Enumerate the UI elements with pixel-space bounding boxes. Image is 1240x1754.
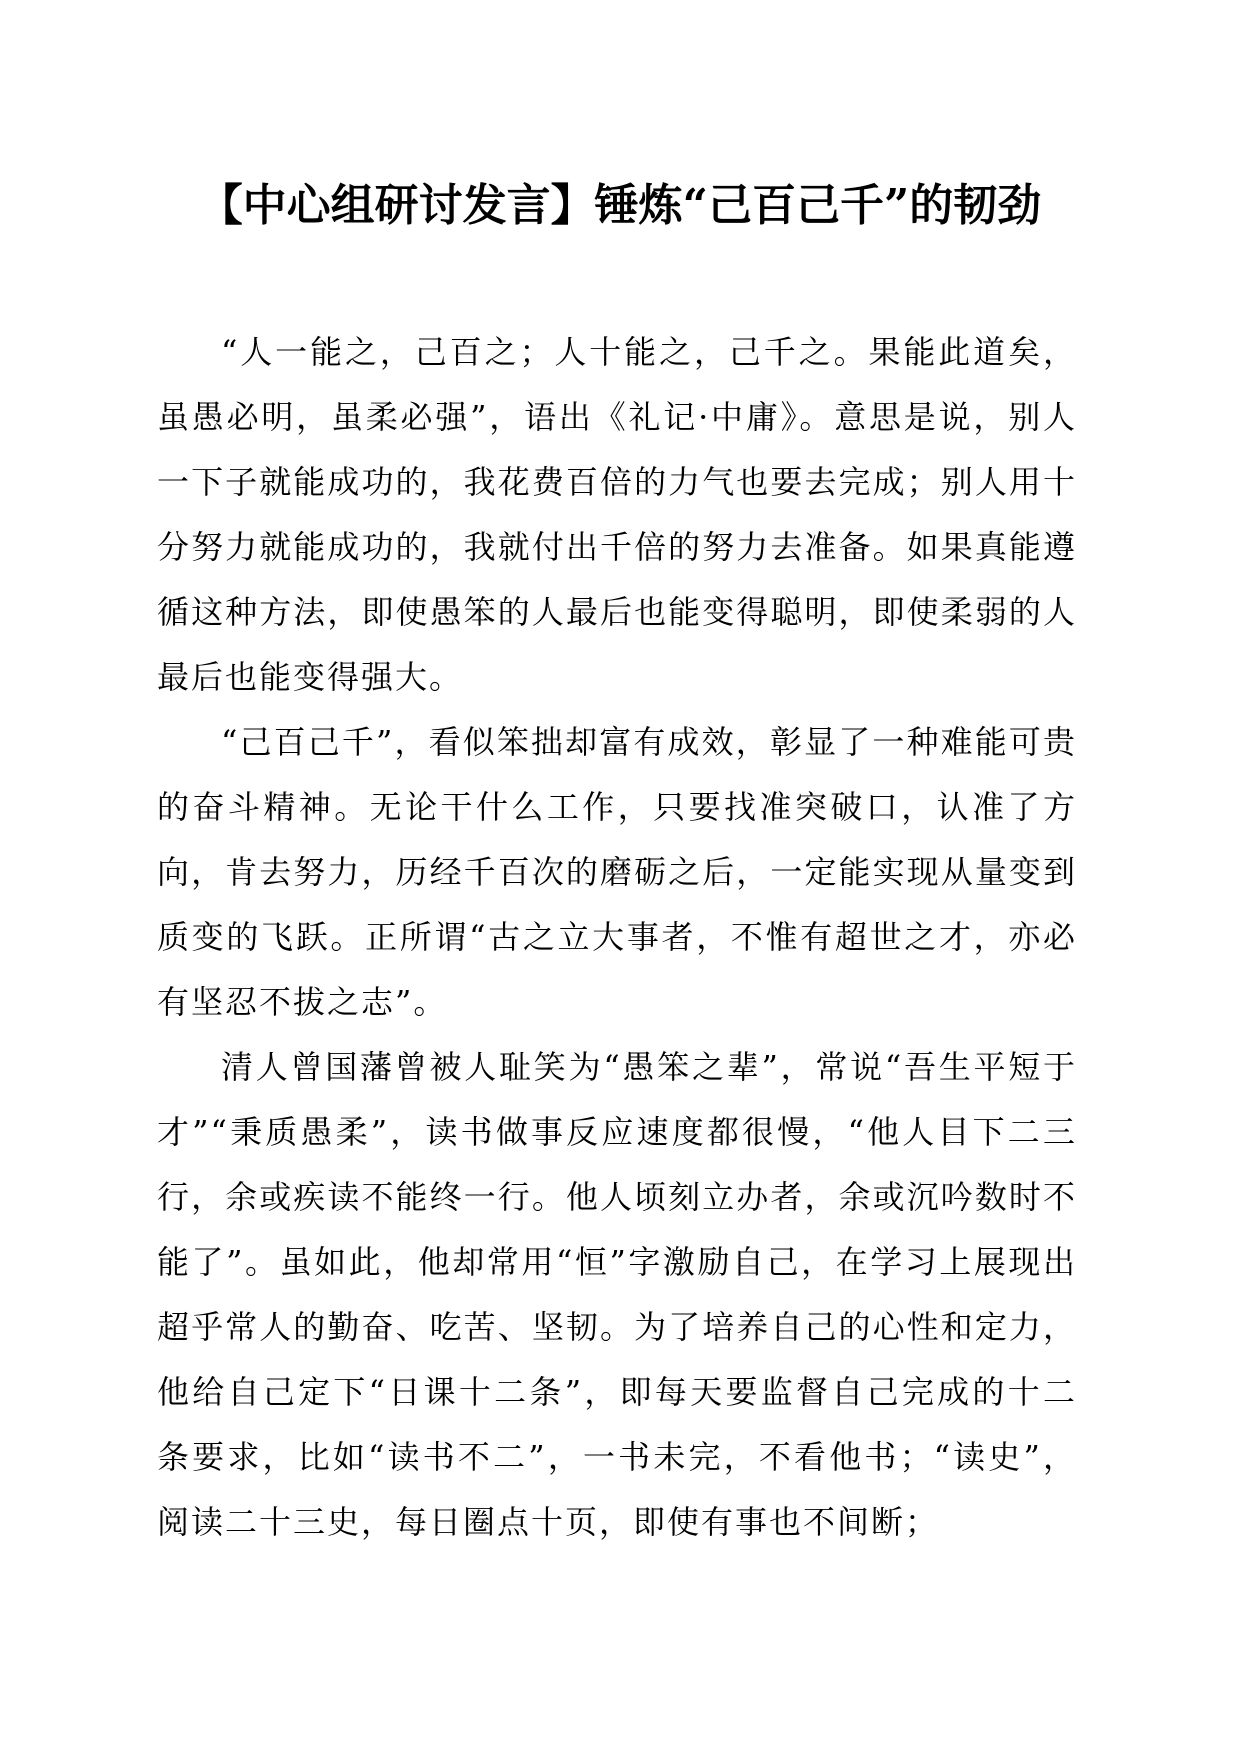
paragraph-1: “人一能之，己百之；人十能之，己千之。果能此道矣，虽愚必明，虽柔必强”，语出《礼记·中庸》。意思是说，别人一下子就能成功的，我花费百倍的力气也要去完成；别人用十分努力就能成功的，我就付出千倍的努力去准备。如果真能遵循这种方法，即使愚笨的人最后也能变得聪明，即使柔弱的人最后也能变得强大。 [157,333,1077,696]
paragraph-3: 清人曾国藩曾被人耻笑为“愚笨之辈”，常说“吾生平短于才”“秉质愚柔”，读书做事反应速度都很慢，“他人目下二三行，余或疾读不能终一行。他人顷刻立办者，余或沉吟数时不能了”。虽如此，他却常用“恒”字激励自己，在学习上展现出超乎常人的勤奋、吃苦、坚韧。为了培养自己的心性和定力，他给自己定下“日课十二条”，即每天要监督自己完成的十二条要求，比如“读书不二”，一书未完，不看他书；“读史”，阅读二十三史，每日圈点十页，即使有事也不间断； [157,1048,1077,1541]
document-title: 【中心组研讨发言】锤炼“己百己千”的韧劲 [198,180,1042,231]
paragraph-2: “己百己千”，看似笨拙却富有成效，彰显了一种难能可贵的奋斗精神。无论干什么工作，只要找准突破口，认准了方向，肯去努力，历经千百次的磨砺之后，一定能实现从量变到质变的飞跃。正所谓“古之立大事者，不惟有超世之才，亦必有坚忍不拔之志”。 [157,723,1077,1021]
document-body [157,320,1077,1555]
